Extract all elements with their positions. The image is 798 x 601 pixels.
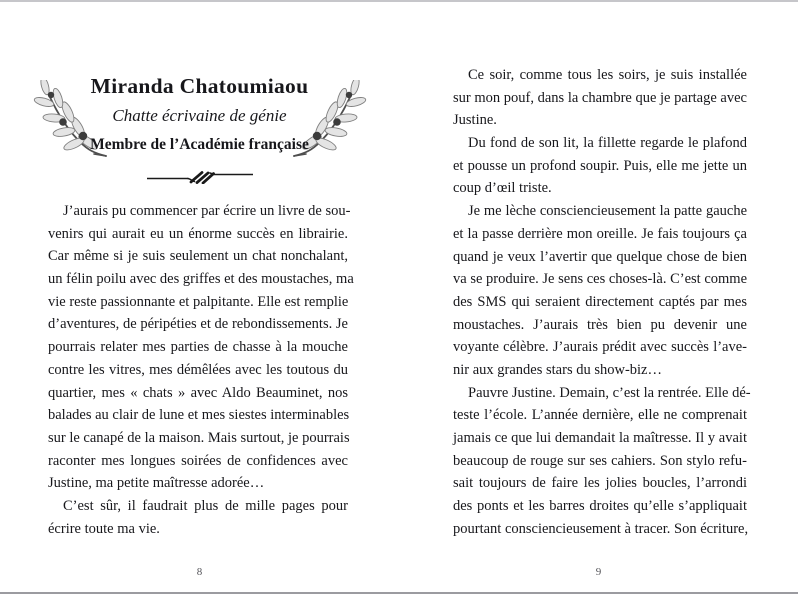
text-line: jamais ce que lui demandait la maîtresse. Il y avait	[453, 430, 747, 446]
text-line: des SMS qui seraient directement captés par mes	[453, 293, 747, 310]
text-line: Du fond de son lit, la fillette regarde le plafond	[468, 135, 747, 152]
twist-knot-divider-icon	[0, 170, 399, 184]
text-line: Pauvre Justine. Demain, c’est la rentrée. Elle dé-	[468, 384, 751, 401]
text-line: venirs qui aurait eu un énorme succès en librairie.	[48, 225, 348, 242]
text-line: d’aventures, de péripéties et de rebondissements. Je	[48, 316, 348, 333]
text-line: balades au clair de lune et mes siestes interminables	[48, 407, 350, 424]
text-line: Car même si je suis seulement un chat nonchalant,	[48, 248, 348, 265]
text-line: un félin poilu avec des griffes et des moustaches, ma	[48, 271, 354, 288]
author-membership: Membre de l’Académie française	[90, 136, 309, 153]
text-line: teste l’école. L’année dernière, elle ne comprenait	[453, 407, 747, 424]
author-role: Chatte écrivaine de génie	[112, 106, 287, 125]
text-line: raconter mes longues soirées de confidences avec	[48, 452, 348, 469]
text-line: sur le canapé de la maison. Mais surtout, je pourrais	[48, 429, 350, 446]
text-line: des ponts et les barres droites qu’elle s’appliquait	[453, 498, 747, 515]
author-name: Miranda Chatoumiaou	[90, 74, 309, 98]
text-line: voyante célèbre. J’aurais prédit avec succès l’ave-	[453, 339, 747, 356]
text-line: quartier, mes « chats » avec Aldo Beauminet, nos	[48, 384, 348, 401]
page-number-left: 8	[196, 566, 203, 578]
text-line: sur mon pouf, dans la chambre que je partage avec	[453, 89, 747, 106]
text-line: pourrais relater mes parties de chasse à la mouche	[48, 339, 348, 356]
text-line: et pousse un profond soupir. Puis, elle me jette un	[453, 157, 747, 174]
left-page-text	[48, 200, 354, 540]
right-page	[399, 0, 798, 601]
text-line: coup d’œil triste.	[453, 180, 552, 197]
right-page-text	[453, 64, 751, 540]
text-line: sait toujours de faire les jolies boucles, l’arrondi	[453, 475, 747, 492]
text-line: va se produire. Je sens ces choses-là. C’est comme	[453, 271, 747, 288]
text-line: quand je veux l’avertir que quelque chose de bien	[453, 248, 747, 265]
text-line: et la passe derrière mon oreille. Je fais toujours ça	[453, 225, 747, 242]
text-line: beaucoup de rouge sur ses cahiers. Son stylo refu-	[453, 452, 747, 469]
text-line: nir aux grandes stars du show-biz…	[453, 361, 662, 378]
text-line: Ce soir, comme tous les soirs, je suis installée	[468, 67, 747, 83]
text-line: Justine.	[453, 112, 497, 129]
text-line: contre les vitres, mes démêlées avec les toutous du	[48, 361, 348, 378]
text-line: C’est sûr, il faudrait plus de mille pages pour	[63, 497, 348, 514]
text-line: vie reste passionnante et palpitante. Elle est remplie	[48, 293, 349, 310]
text-line: Justine, ma petite maîtresse adorée…	[48, 475, 265, 492]
text-line: Je me lèche consciencieusement la patte gauche	[468, 203, 747, 220]
page-bottom-edge-line	[0, 592, 798, 594]
text-line: pourtant consciencieusement à tracer. Son écriture,	[453, 520, 749, 537]
page-number-right: 9	[595, 566, 602, 578]
text-line: écrire toute ma vie.	[48, 520, 160, 537]
text-line: J’aurais pu commencer par écrire un livre de sou-	[63, 203, 351, 219]
text-line: moustaches. J’aurais très bien pu devenir une	[453, 316, 747, 333]
